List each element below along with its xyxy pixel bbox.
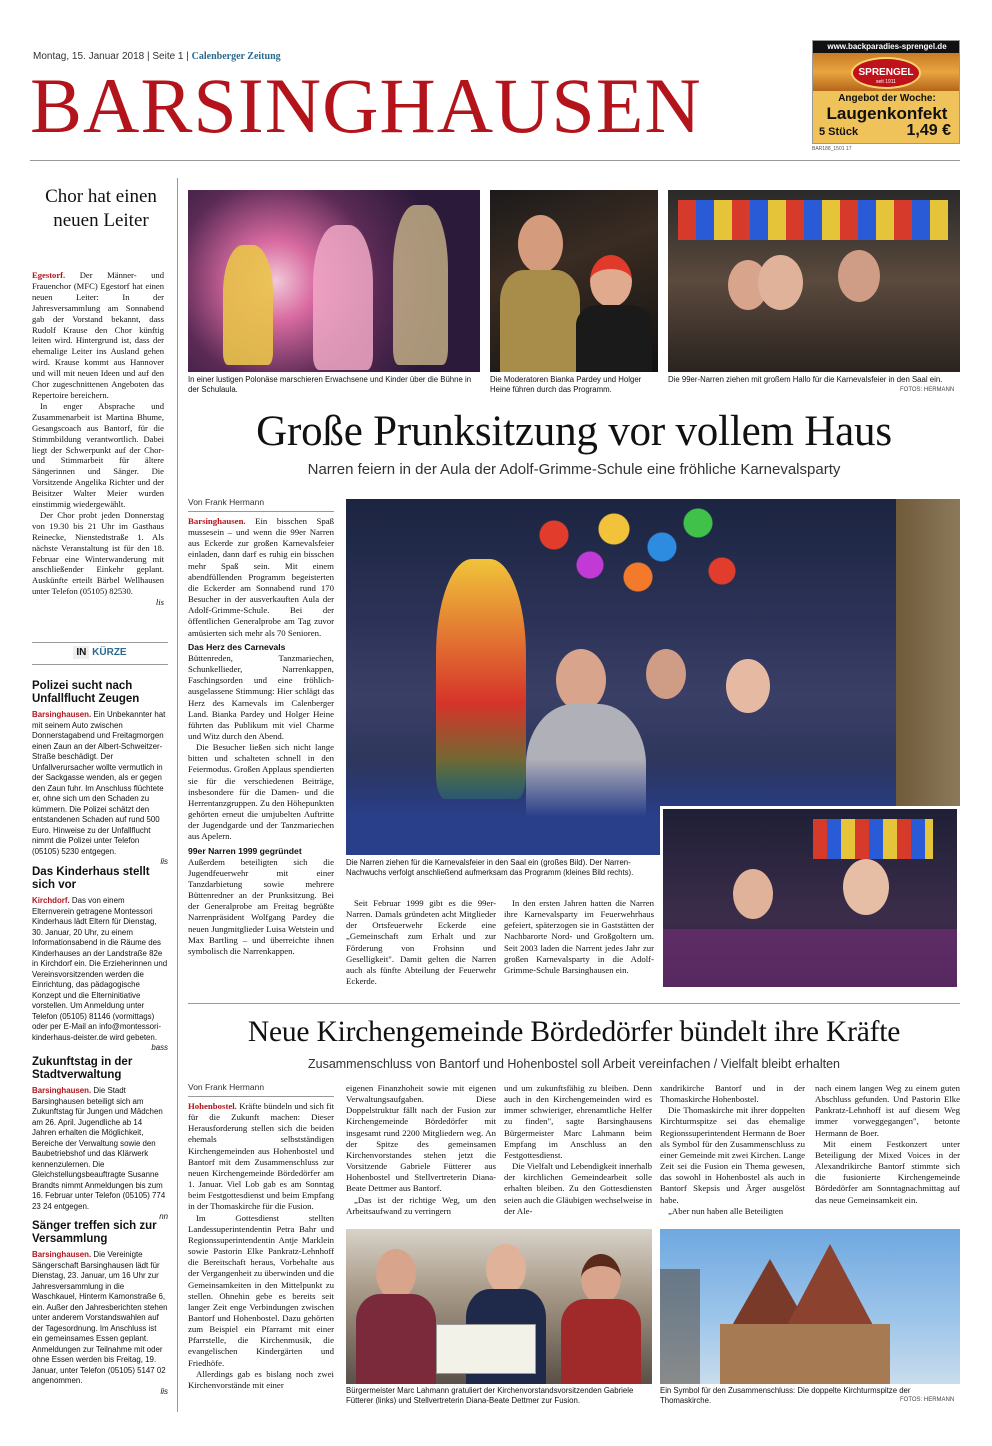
- article2-col1: [188, 1101, 334, 1391]
- list-item: [32, 680, 168, 866]
- article-divider: [188, 1003, 960, 1004]
- ad-since: seit 1911: [876, 79, 896, 85]
- item-loc: Barsinghausen.: [32, 1086, 92, 1095]
- item-headline: Polizei sucht nach Unfallflucht Zeugen: [32, 680, 140, 705]
- caption-thomaskirche: Ein Symbol für den Zusammenschluss: Die doppelte Kirchturmspitze der Thomaskirche.: [660, 1386, 911, 1405]
- item-loc: Kirchdorf.: [32, 896, 70, 905]
- byline-rule: [188, 511, 334, 512]
- chor-article: [32, 270, 164, 608]
- chor-p2: In enger Absprache und Zusammenarbeit ist Martina Bhume, Gesangscoach aus Bantorf, für die Stimmbildung verantwortlich. Dabei liegt der Schwerpunkt auf der Chor- und Stimmarbeit für ältere Sängerinnen und Sänger. Die Vorsitzende Angelika Richter und der Beisitzer Walter Meier wurden einstimmig wiedergewählt.: [32, 400, 164, 510]
- item-sig: lis: [160, 1386, 168, 1396]
- article1-p4: Außerdem beteiligten sich die Jugendfeuerwehr mit einer Tanzdarbietung sowie mehrere Büttenredner an der Prunksitzung. Bei der Generalprobe am Freitag begrüßte Narrenpräsident Wolfgang Pardey die neuen Jungmitglieder Luisa Wetstein und Max Bartling – und überreichte ihnen symbolisch die Narrenkappen.: [188, 856, 334, 956]
- dateline: Montag, 15. Januar 2018 | Seite 1 | Calenberger Zeitung: [33, 51, 281, 62]
- item-loc: Barsinghausen.: [32, 710, 92, 719]
- chor-sig: lis: [155, 597, 164, 608]
- item-sig: lis: [160, 857, 168, 866]
- article2-c5b: Mit einem Festkonzert unter Beteiligung der Mixed Voices in der Alexandrikirche Bantorf stimmte sich die fusionierte Kirchengemeinde Bördedörfer am Sonntagnachmittag auf das neue Gemeinsamkeit ein.: [815, 1138, 960, 1205]
- article1-subhead: Narren feiern in der Aula der Adolf-Grimme-Schule eine fröhliche Karnevalsparty: [307, 461, 841, 478]
- article2-loc: Hohenbostel.: [188, 1101, 237, 1111]
- article2-c1b: Im Gottesdienst stellten Landessuperintendentin Petra Bahr und Regionssuperintendentin Antje Marklein sowie Pastorin Elke Pankratz-Lehnhoff die Bereitschaft heraus, Vorbehalte aus der Vergangenheit zu überwinden und die Gemeinsamkeiten in den Mittelpunkt zu stellen. Ohnehin gebe es bereits seit langer Zeit enge Verbindungen zwischen Bantorf und Hohenbostel. Dazu gehörten zum Beispiel ein Pfarramt mit einer Pfarrstelle, die Kirchenmusik, die evangelischen Kindergärten und Friedhöfe.: [188, 1212, 334, 1368]
- photo-credit-top: FOTOS: HERMANN: [900, 387, 955, 393]
- photo-polonaise: [188, 190, 480, 372]
- ad-url: www.backparadies-sprengel.de: [813, 41, 960, 53]
- article2-c2: eigenen Finanzhoheit sowie mit eigenen Verwaltungsaufgaben. Diese Doppelstruktur fällt nach der Fusion zur Kirchengemeinde Bördedörfer mit insgesamt rund 2200 Mitgliedern weg. An der Spitze des gemeinsamen Kirchenvorstandes stehen jetzt die Vorsitzende Gabriele Fütterer aus Hohenbostel und Stellvertreterin Diana-Beate Dettmer aus Bantorf.: [346, 1083, 496, 1194]
- list-item: [32, 866, 168, 1056]
- article1-p5: Seit Februar 1999 gibt es die 99er-Narren. Damals gründeten acht Mitglieder der Ortsfeuerwehr Eckerde eine „Gemeinschaft zum Erhalt und zur Förderung von Frohsinn und Geselligkeit". Damit gelten die Narren auch als fünfte Abteilung der Feuerwehr Eckerde.: [346, 898, 496, 987]
- article2-col4: [660, 1083, 805, 1217]
- chor-p1: Der Männer- und Frauenchor (MFC) Egestorf hat einen neuen Leiter: In der Jahresversammlung am Sonnabend gab der Vorstand bekannt, dass Rudolf Krause den Chor künftig leiten wird. Hintergrund ist, dass der ehemalige Leiter ins Ausland gehen wird. Krause kommt aus Hannover und will mit neuen Ideen und auf den Chor zugeschnittenen Angeboten das Repertoire bereichern.: [32, 270, 164, 400]
- article1-p2: Büttenreden, Tanzmariechen, Schunkellieder, Narrenkappen, Faschingsorden und eine fröhlich-ausgelassene Stimmung: Hier schlägt das Herz des Karnevals im Calenberger Land. Bianka Pardey und Holger Heine führten das Publikum mit viel Charme und Witz durch den Abend.: [188, 652, 334, 741]
- article2-c4c: „Aber nun haben alle Beteiligten: [668, 1205, 784, 1216]
- byline2-rule: [188, 1096, 334, 1097]
- article1-loc: Barsinghausen.: [188, 516, 246, 526]
- article2-c4: xandrikirche Bantorf und in der Thomaskirche Hohenbostel.: [660, 1083, 805, 1105]
- list-item: [32, 1220, 168, 1397]
- photo-narren-kids: [660, 806, 960, 990]
- item-sig: nn: [159, 1212, 168, 1221]
- article2-c4b: Die Thomaskirche mit ihrer doppelten Kirchturmspitze sei das ehemalige Regionssuperintendent Hermann de Boer als Symbol für den Zusammenschluss zu einer Gemeinde mit zwei Kirchen. Lange Zeit sei die Fusion ein Thema gewesen, das sowohl in Hohenbostel als auch in Bantorf Skepsis und Ärger ausgelöst habe.: [660, 1105, 805, 1205]
- photo-credit-bottom: FOTOS: HERMANN: [900, 1397, 955, 1403]
- ad-product: Laugenkonfekt: [826, 104, 948, 123]
- kurze-label: KÜRZE: [92, 647, 127, 658]
- item-body: Die Stadt Barsinghausen beteiligt sich am Zukunftstag für Jungen und Mädchen am 26. April. Jugendliche ab 14 Jahren erhalten die Möglichkeit, Bereiche der Verwaltung sowie den Baubetriebshof und das Klärwerk kennenzulernen. Die Gleichstellungsbeauftragte Susanne Brandts nimmt Anmeldungen bis zum 16. Februar unter Telefon (05105) 774 23 24 entgegen.: [32, 1086, 166, 1211]
- left-column-divider: [177, 178, 178, 1412]
- article2-c1c: Allerdings gab es bislang noch zwei Kirchenvorstände mit einer: [188, 1368, 334, 1390]
- photo-narren-main: [346, 499, 960, 855]
- item-sig: bass: [151, 1043, 168, 1052]
- article2-c3: und um zukunftsfähig zu bleiben. Denn auch in den Kirchengemeinden wird es immer schwieriger, ehrenamtliche Helfer zu finden", sagte Barsinghausens Bürgermeister Marc Lahmann beim Empfang im Anschluss an den Festgottesdienst.: [504, 1083, 652, 1160]
- photo-congratulation: [346, 1229, 652, 1384]
- item-headline: Zukunftstag in der Stadtverwaltung: [32, 1056, 133, 1081]
- photo-99er-narren: [668, 190, 960, 372]
- item-loc: Barsinghausen.: [32, 1250, 92, 1259]
- article2-c3b: Die Vielfalt und Lebendigkeit innerhalb der kirchlichen Gemeindearbeit solle erhalten bleiben. Zu den Gottesdiensten seien auch die Gläubigen wechselweise in der Ale-: [504, 1161, 652, 1216]
- bakery-ad[interactable]: [812, 40, 960, 144]
- article2-headline: Neue Kirchengemeinde Bördedörfer bündelt ihre Kräfte: [247, 1016, 901, 1048]
- article1-p1: Ein bisschen Spaß mussesein – und wenn die 99er Narren aus Eckerde zur großen Karnevalsfeier einladen, dann darf es ruhig ein bisschen mehr Spaß sein. Mit einem abendfüllenden Programm begeisterten die Eckerder am Sonnabend rund 170 Besucher in der ausverkauften Aula der Adolf-Grimme-Schule. Bei der öffentlichen Generalprobe am Tag zuvor amüsierten sich mehr als 70 Senioren.: [188, 516, 334, 638]
- item-headline: Das Kinderhaus stellt sich vor: [32, 866, 150, 891]
- kurze-rule-2: [32, 664, 168, 665]
- paper-name: Calenberger Zeitung: [191, 51, 281, 62]
- article2-c2b: „Das ist der richtige Weg, um den Arbeitsaufwand zu verringern: [346, 1194, 496, 1216]
- dateline-date: Montag, 15. Januar 2018: [33, 51, 145, 62]
- article1-byline: Von Frank Hermann: [188, 497, 265, 507]
- article2-col2: [346, 1083, 496, 1217]
- ad-price: 1,49 €: [906, 122, 951, 139]
- ad-offer-label: Angebot der Woche:: [838, 93, 936, 104]
- ad-logo: [851, 57, 921, 89]
- article1-col2: [346, 898, 496, 987]
- ad-fineprint: BAR188_1501 17: [812, 146, 852, 152]
- kurze-rule: [32, 642, 168, 643]
- article2-byline: Von Frank Hermann: [188, 1082, 265, 1092]
- article1-p6: In den ersten Jahren hatten die Narren ihre Karnevalsparty im Feuerwehrhaus gefeiert, späterzogen sie in Gaststätten der Nachbarorte Nord- und Großgoltern um. Seit 2003 laden die Narrent jedes Jahr zur großen Karnevalsparty in die Adolf-Grimme-Schule Barsinghausen ein.: [504, 898, 654, 975]
- article2-subhead: Zusammenschluss von Bantorf und Hohenbostel soll Arbeit vereinfachen / Vielfalt bleibt erhalten: [307, 1057, 841, 1071]
- item-body: Ein Unbekannter hat mit seinem Auto zwischen Donnerstagabend und Freitagmorgen einen Zaun an der Albert-Schweitzer-Straße beschädigt. Der Unfallverursacher wollte vermutlich in der Sackgasse wenden, als er gegen den Zaun fuhr. Im Anschluss flüchtete er, ohne sich um den Schaden zu kümmern. Die Polizei schätzt den entstandenen Schaden auf rund 500 Euro. Hinweise zu der Unfallflucht nimmt die Polizei unter Telefon (05105) 5230 entgegen.: [32, 710, 166, 856]
- article1-col3: [504, 898, 654, 976]
- article1-headline: Große Prunksitzung vor vollem Haus: [256, 408, 892, 455]
- article2-col5: [815, 1083, 960, 1206]
- caption-99er: Die 99er-Narren ziehen mit großem Hallo für die Karnevalsfeier in den Saal ein.: [668, 375, 943, 384]
- ad-qty: 5 Stück: [819, 126, 859, 138]
- kurze-list: [32, 680, 168, 1397]
- chor-headline: Chor hat einen neuen Leiter: [45, 186, 157, 231]
- header-rule: [30, 160, 960, 161]
- in-kurze-label: [32, 647, 168, 658]
- article1-p3: Die Besucher ließen sich nicht lange bitten und schalteten schnell in den Feiermodus. Großen Applaus spendierten sie für die verschiedenen Beiträge, insbesondere für die Damen- und die Herrentanzgruppen. Zu den Höhepunkten gehörten erneut die umjubelten Auftritte der Jugendgarde und der Tanzmariechen aus Apelern.: [188, 742, 334, 842]
- caption-polonaise: In einer lustigen Polonäse marschieren Erwachsene und Kinder über die Bühne in der Schulaula.: [188, 375, 472, 394]
- page-title: BARSINGHAUSEN: [30, 62, 702, 149]
- chor-loc: Egestorf.: [32, 270, 66, 280]
- caption-congratulation: Bürgermeister Marc Lahmann gratuliert der Kirchenvorstandsvorsitzenden Gabriele Fütterer (links) und Stellvertreterin Diana-Beate Dettmer zur Fusion.: [346, 1386, 634, 1405]
- photo-moderators: [490, 190, 658, 372]
- article2-c1a: Kräfte bündeln und sich fit für die Zukunft machen: Dieser Herausforderung stellen sich die beiden ehemals selbstständigen Kirchengemeinden aus Hohenbostel und Bantorf mit dem Zusammenschluss zur neuen Kirchengemeinde Bördedörfer am 1. Januar. Viel Lob gab es am Sonntag beim Festgottesdienst und beim Empfang in der Thomaskirche für die Fusion.: [188, 1101, 335, 1212]
- dateline-page: Seite 1: [152, 51, 184, 62]
- article2-col3: [504, 1083, 652, 1217]
- article2-c5: nach einem langen Weg zu einem guten Abschluss gefunden. Und Pastorin Elke Pankratz-Lehnhoff ist auf diesem Weg immer vorweggegangen", betonte Hermann de Boer.: [815, 1083, 960, 1138]
- article1-col1: [188, 516, 334, 957]
- in-label: IN: [73, 646, 89, 659]
- item-body: Das von einem Elternverein getragene Montessori Kinderhaus lädt Eltern für Dienstag, 30. Januar, 20 Uhr, zu einem Informationsabend in die Räume des Kinderhauses an der Landstraße 82e in Kirchdorf ein. Die Erzieherinnen und Vereinsvorsitzenden werden die Einrichtung, das pädagogische Konzept und die Elterninitiative vorstellen. Um Anmeldung unter Telefon (05105) 81146 (vormittags) oder per E-Mail an info@montessori-kinderhaus-deister.de wird gebeten.: [32, 896, 168, 1042]
- chor-p3: Der Chor probt jeden Donnerstag von 19.30 bis 21 Uhr im Gasthaus Reinecke, Nienstedtstraße 1. Als nächste Veranstaltung ist für den 18. Februar eine Winterwanderung mit anschließender Einkehr geplant. Auskünfte erteilt Bärbel Wellhausen unter Telefon (05105) 82530.: [32, 509, 164, 597]
- list-item: [32, 1056, 168, 1220]
- ad-brand: SPRENGEL: [858, 67, 914, 78]
- item-headline: Sänger treffen sich zur Versammlung: [32, 1220, 157, 1245]
- item-body: Die Vereinigte Sängerschaft Barsinghausen lädt für Dienstag, 23. Januar, um 16 Uhr zur Jahresversammlung in die Waschkauel, Hinterm Kamonstraße 6, ein. Außer den Jahresberichten stehen unter anderem Vorstandswahlen auf der Tagesordnung. Im Anschluss ist ein gemeinsames Essen geplant. Anmeldungen zur Teilnahme mit oder ohne Essen werden bis Freitag, 19. Januar, unter Telefon (05105) 5147 02 angenommen.: [32, 1250, 168, 1385]
- caption-narren-main: Die Narren ziehen für die Karnevalsfeier in den Saal ein (großes Bild). Der Narren-Nachwuchs verfolgt anschließend aufmerksam das Programm (kleines Bild rechts).: [346, 858, 634, 877]
- caption-moderators: Die Moderatoren Bianka Pardey und Holger Heine führen durch das Programm.: [490, 375, 642, 394]
- article1-sub1: Das Herz des Carnevals: [188, 641, 286, 652]
- photo-thomaskirche: [660, 1229, 960, 1384]
- article1-sub2: 99er Narren 1999 gegründet: [188, 845, 302, 856]
